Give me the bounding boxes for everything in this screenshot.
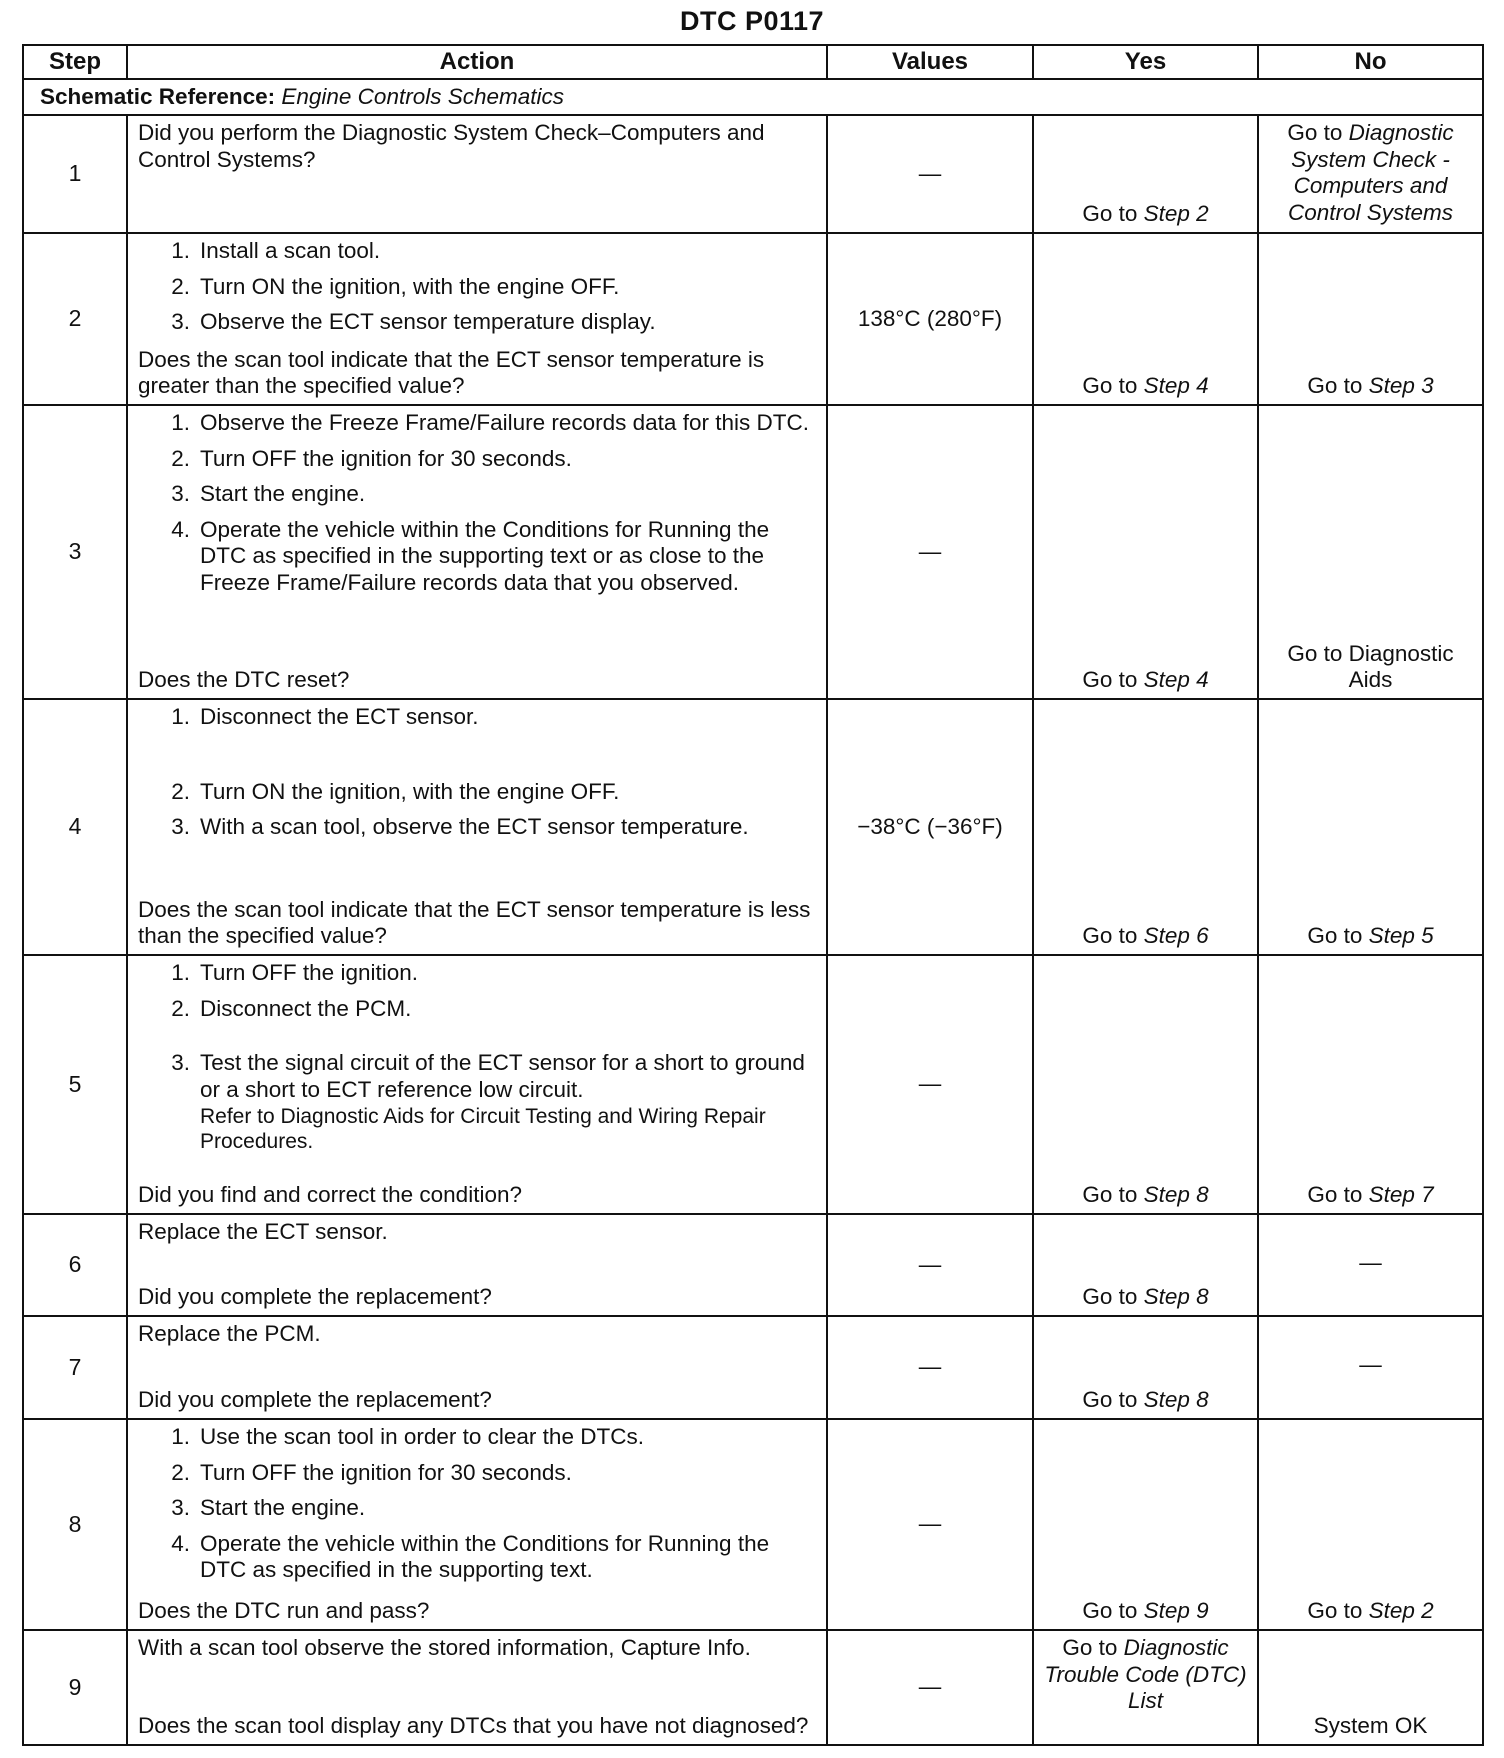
action-step-item: 2. Turn OFF the ignition for 30 seconds.	[171, 445, 572, 471]
diagnostic-table	[22, 44, 1484, 1746]
table-row	[23, 233, 1483, 405]
yes-prefix: Go to	[1082, 1387, 1138, 1413]
action-step-item: 2. Turn ON the ignition, with the engine OFF.	[171, 778, 620, 804]
yes-cell	[1033, 115, 1258, 233]
table-row	[23, 955, 1483, 1214]
table-row	[23, 1630, 1483, 1745]
yes-cell	[1033, 1630, 1258, 1745]
yes-prefix: Go to	[1062, 1635, 1118, 1660]
yes-link[interactable]: Step 6	[1143, 923, 1209, 949]
action-cell	[127, 1316, 827, 1419]
action-step-item: 2. Disconnect the PCM.	[171, 995, 412, 1021]
no-cell	[1258, 233, 1483, 405]
yes-cell	[1033, 1316, 1258, 1419]
page-title: DTC P0117	[679, 6, 825, 36]
no-cell	[1258, 405, 1483, 699]
no-prefix: Go to	[1307, 373, 1363, 399]
yes-link[interactable]: Step 8	[1143, 1182, 1209, 1208]
action-step-item: 1. Install a scan tool.	[171, 238, 381, 263]
values-cell: —	[827, 1419, 1033, 1630]
no-cell: System OK	[1258, 1630, 1483, 1745]
header-step: Step	[23, 45, 127, 79]
yes-cell	[1033, 1214, 1258, 1316]
no-prefix: Go to	[1287, 120, 1343, 145]
no-cell	[1258, 115, 1483, 233]
yes-prefix: Go to	[1082, 373, 1138, 399]
step-number: 5	[23, 955, 127, 1214]
step-number: 9	[23, 1630, 127, 1745]
action-question: Does the DTC run and pass?	[138, 1598, 430, 1624]
header-values: Values	[827, 45, 1033, 79]
action-cell	[127, 233, 827, 405]
yes-cell	[1033, 405, 1258, 699]
no-link[interactable]: Go to Diagnostic Aids	[1287, 640, 1454, 693]
action-step-item: 2. Turn ON the ignition, with the engine OFF.	[171, 273, 620, 299]
action-steps	[138, 1424, 816, 1593]
action-step-item: 1. Observe the Freeze Frame/Failure records data for this DTC.	[171, 410, 809, 435]
action-step-item: 4. Operate the vehicle within the Conditions for Running the DTC as specified in the supporting text.	[171, 1530, 770, 1583]
yes-prefix: Go to	[1082, 923, 1138, 949]
no-prefix: Go to	[1307, 923, 1363, 949]
no-cell: —	[1258, 1214, 1483, 1316]
yes-cell	[1033, 1419, 1258, 1630]
header-action: Action	[127, 45, 827, 79]
yes-link[interactable]: Step 4	[1143, 667, 1209, 693]
yes-cell	[1033, 233, 1258, 405]
yes-link[interactable]: Step 9	[1143, 1598, 1209, 1624]
step-number: 8	[23, 1419, 127, 1630]
yes-prefix: Go to	[1082, 1284, 1138, 1310]
no-link[interactable]: Diagnostic System Check - Computers and Control Systems	[1287, 120, 1454, 225]
action-cell	[127, 405, 827, 699]
schematic-reference	[23, 79, 1483, 115]
action-intro: Replace the PCM.	[138, 1321, 321, 1346]
action-step-item: 1. Turn OFF the ignition.	[171, 960, 419, 985]
action-step-item: 3. Observe the ECT sensor temperature display.	[171, 309, 656, 335]
yes-link[interactable]: Step 8	[1143, 1284, 1209, 1310]
action-step-item: 2. Turn OFF the ignition for 30 seconds.	[171, 1459, 572, 1485]
no-link[interactable]: Step 2	[1368, 1598, 1434, 1624]
action-question: Does the scan tool indicate that the ECT sensor temperature is less than the specified value?	[138, 896, 811, 949]
values-cell: −38°C (−36°F)	[827, 699, 1033, 955]
action-step-item: 3. Start the engine.	[171, 481, 366, 507]
action-question: Did you complete the replacement?	[138, 1284, 492, 1310]
action-question: Does the scan tool display any DTCs that you have not diagnosed?	[138, 1713, 809, 1739]
action-question: Does the DTC reset?	[138, 667, 350, 693]
action-step-item: 3. Test the signal circuit of the ECT sensor for a short to ground or a short to ECT reference low circuit. Refer to Diagnostic Aids for Circuit Testing and Wiring Repair Procedures.	[138, 1050, 816, 1155]
no-link[interactable]: Step 7	[1368, 1182, 1434, 1208]
header-yes: Yes	[1033, 45, 1258, 79]
table-row	[23, 405, 1483, 699]
table-row	[23, 1316, 1483, 1419]
action-steps	[138, 960, 816, 1164]
action-step-item: 1. Use the scan tool in order to clear the DTCs.	[171, 1424, 644, 1449]
values-cell: —	[827, 1630, 1033, 1745]
values-cell: —	[827, 405, 1033, 699]
action-step-item: 3. With a scan tool, observe the ECT sensor temperature.	[171, 814, 749, 840]
yes-cell	[1033, 955, 1258, 1214]
schematic-reference-link[interactable]: Engine Controls Schematics	[281, 83, 565, 109]
schematic-reference-label: Schematic Reference:	[40, 83, 276, 109]
no-cell	[1258, 1419, 1483, 1630]
no-link[interactable]: Step 3	[1368, 373, 1434, 399]
action-cell	[127, 1419, 827, 1630]
action-cell	[127, 115, 827, 233]
step-number: 2	[23, 233, 127, 405]
step-number: 3	[23, 405, 127, 699]
values-cell: 138°C (280°F)	[827, 233, 1033, 405]
action-intro: Replace the ECT sensor.	[138, 1219, 388, 1244]
step-number: 4	[23, 699, 127, 955]
action-cell	[127, 1630, 827, 1745]
action-step-item: 1. Disconnect the ECT sensor.	[171, 704, 479, 729]
yes-link[interactable]: Diagnostic Trouble Code (DTC) List	[1044, 1635, 1247, 1714]
action-cell	[127, 699, 827, 955]
action-note: Refer to Diagnostic Aids for Circuit Testing and Wiring Repair Procedures.	[200, 1105, 766, 1153]
table-header-row	[23, 45, 1483, 79]
yes-link[interactable]: Step 8	[1143, 1387, 1209, 1413]
action-cell	[127, 1214, 827, 1316]
table-row	[23, 699, 1483, 955]
step-number: 6	[23, 1214, 127, 1316]
step-number: 1	[23, 115, 127, 233]
header-no: No	[1258, 45, 1483, 79]
action-question: Did you perform the Diagnostic System Check–Computers and Control Systems?	[138, 120, 765, 172]
action-steps	[138, 410, 816, 605]
values-cell: —	[827, 1316, 1033, 1419]
action-question: Did you find and correct the condition?	[138, 1182, 522, 1208]
values-cell: —	[827, 115, 1033, 233]
no-cell: —	[1258, 1316, 1483, 1419]
action-intro: With a scan tool observe the stored information, Capture Info.	[138, 1635, 751, 1660]
no-prefix: Go to	[1307, 1598, 1363, 1624]
table-row	[23, 1214, 1483, 1316]
yes-link[interactable]: Step 2	[1143, 201, 1209, 227]
values-cell: —	[827, 1214, 1033, 1316]
yes-prefix: Go to	[1082, 1182, 1138, 1208]
yes-prefix: Go to	[1082, 1598, 1138, 1624]
table-row	[23, 115, 1483, 233]
yes-link[interactable]: Step 4	[1143, 373, 1209, 399]
step-number: 7	[23, 1316, 127, 1419]
no-cell	[1258, 699, 1483, 955]
action-steps	[138, 238, 816, 345]
table-row	[23, 1419, 1483, 1630]
action-cell	[127, 955, 827, 1214]
values-cell: —	[827, 955, 1033, 1214]
no-cell	[1258, 955, 1483, 1214]
no-link[interactable]: Step 5	[1368, 923, 1434, 949]
action-question: Did you complete the replacement?	[138, 1387, 492, 1413]
action-question: Does the scan tool indicate that the ECT sensor temperature is greater than the specified value?	[138, 346, 765, 399]
action-step-item: 3. Start the engine.	[171, 1495, 366, 1521]
yes-cell	[1033, 699, 1258, 955]
yes-prefix: Go to	[1082, 201, 1138, 227]
yes-prefix: Go to	[1082, 667, 1138, 693]
schematic-reference-row	[23, 79, 1483, 115]
no-prefix: Go to	[1307, 1182, 1363, 1208]
action-steps	[138, 704, 816, 850]
action-step-item: 4. Operate the vehicle within the Conditions for Running the DTC as specified in the supporting text or as close to the Freeze Frame/Failure records data that you observed.	[171, 516, 770, 595]
